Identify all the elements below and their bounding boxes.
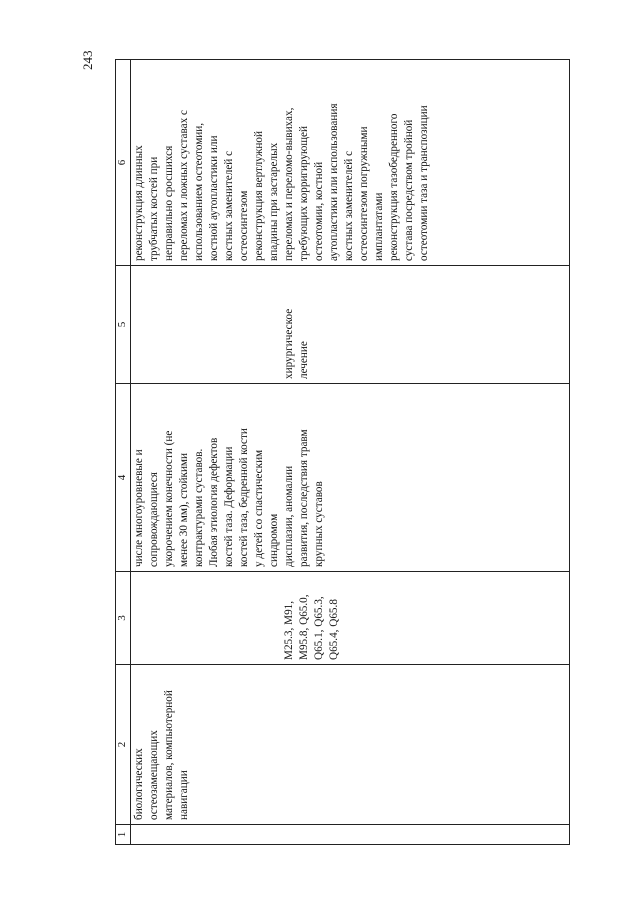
cell-line: костных заменителей с — [223, 150, 235, 261]
cell-line: M25.3, M91, — [283, 600, 295, 660]
cell-line: впадины при застарелых — [268, 142, 280, 261]
column-header-1: 1 — [116, 825, 131, 845]
cell-line: костной аутопластики или — [208, 135, 220, 261]
cell-line: укорочением конечности (не — [163, 430, 175, 567]
cell-line: контрактурами суставов. — [193, 448, 205, 567]
cell-line: остеотомии, костной — [313, 161, 325, 261]
cell-line: Q65.4, Q65.8 — [328, 599, 340, 660]
cell-col1 — [131, 825, 570, 845]
cell-line: переломах и ложных суставах с — [178, 110, 190, 261]
cell-line: менее 30 мм), стойкими — [178, 453, 190, 567]
cell-line: у детей со спастическим — [253, 449, 265, 567]
column-header-6: 6 — [116, 60, 131, 266]
cell-line: остеотомии таза и транспозиции — [418, 105, 430, 261]
cell-line: костей таза. Деформации — [223, 446, 235, 567]
page-number: 243 — [80, 50, 95, 70]
cell-line: хирургическое — [283, 308, 295, 379]
cell-line: биологических — [133, 748, 145, 820]
column-header-2: 2 — [116, 665, 131, 825]
cell-line: навигации — [178, 770, 190, 820]
cell-line: костей таза, бедренной кости — [238, 428, 250, 567]
cell-line: костных заменителей с — [343, 150, 355, 261]
cell-line: крупных суставов — [313, 481, 325, 567]
cell-line: сопровождающиеся — [148, 472, 160, 567]
cell-procedure — [131, 60, 570, 266]
cell-line: числе многоуровневые и — [133, 449, 145, 567]
cell-line: переломах и переломо-вывихах, — [283, 107, 295, 261]
cell-line: сустава посредством тройной — [403, 119, 415, 261]
cell-line: аутопластики или использования — [328, 103, 340, 261]
cell-line: реконструкция вертлужной — [253, 131, 265, 261]
cell-line: дисплазии, аномалии — [283, 465, 295, 567]
column-header-4: 4 — [116, 384, 131, 572]
column-header-5: 5 — [116, 266, 131, 384]
cell-line: остеосинтезом — [238, 190, 250, 261]
cell-line: материалов, компьютерной — [163, 690, 175, 820]
cell-line: лечение — [298, 341, 310, 379]
cell-line: реконструкция тазобедренного — [388, 113, 400, 261]
cell-line: Любая этиология дефектов — [208, 437, 220, 567]
table-row — [131, 60, 570, 845]
cell-treatment-type — [131, 266, 570, 384]
cell-line: Q65.1, Q65.3, — [313, 596, 325, 660]
column-header-3: 3 — [116, 572, 131, 665]
column-number-row — [116, 60, 131, 845]
cell-diagnosis — [131, 384, 570, 572]
cell-line: остеосинтезом погружными — [358, 126, 370, 261]
cell-line: остеозамещающих — [148, 730, 160, 820]
cell-line: развития, последствия травм — [298, 429, 310, 567]
cell-line: неправильно сросшихся — [163, 145, 175, 261]
cell-line: трубчатых костей при — [148, 156, 160, 261]
procedure-table — [115, 60, 567, 845]
cell-line: реконструкция длинных — [133, 145, 145, 261]
cell-line: использованием остеотомии, — [193, 122, 205, 261]
cell-line: синдромом — [268, 513, 280, 567]
cell-line: имплантатами — [373, 192, 385, 261]
cell-method — [131, 665, 570, 825]
cell-icd-codes — [131, 572, 570, 665]
cell-line: требующих корригирующей — [298, 126, 310, 261]
cell-line: M95.8, Q65.0, — [298, 594, 310, 660]
